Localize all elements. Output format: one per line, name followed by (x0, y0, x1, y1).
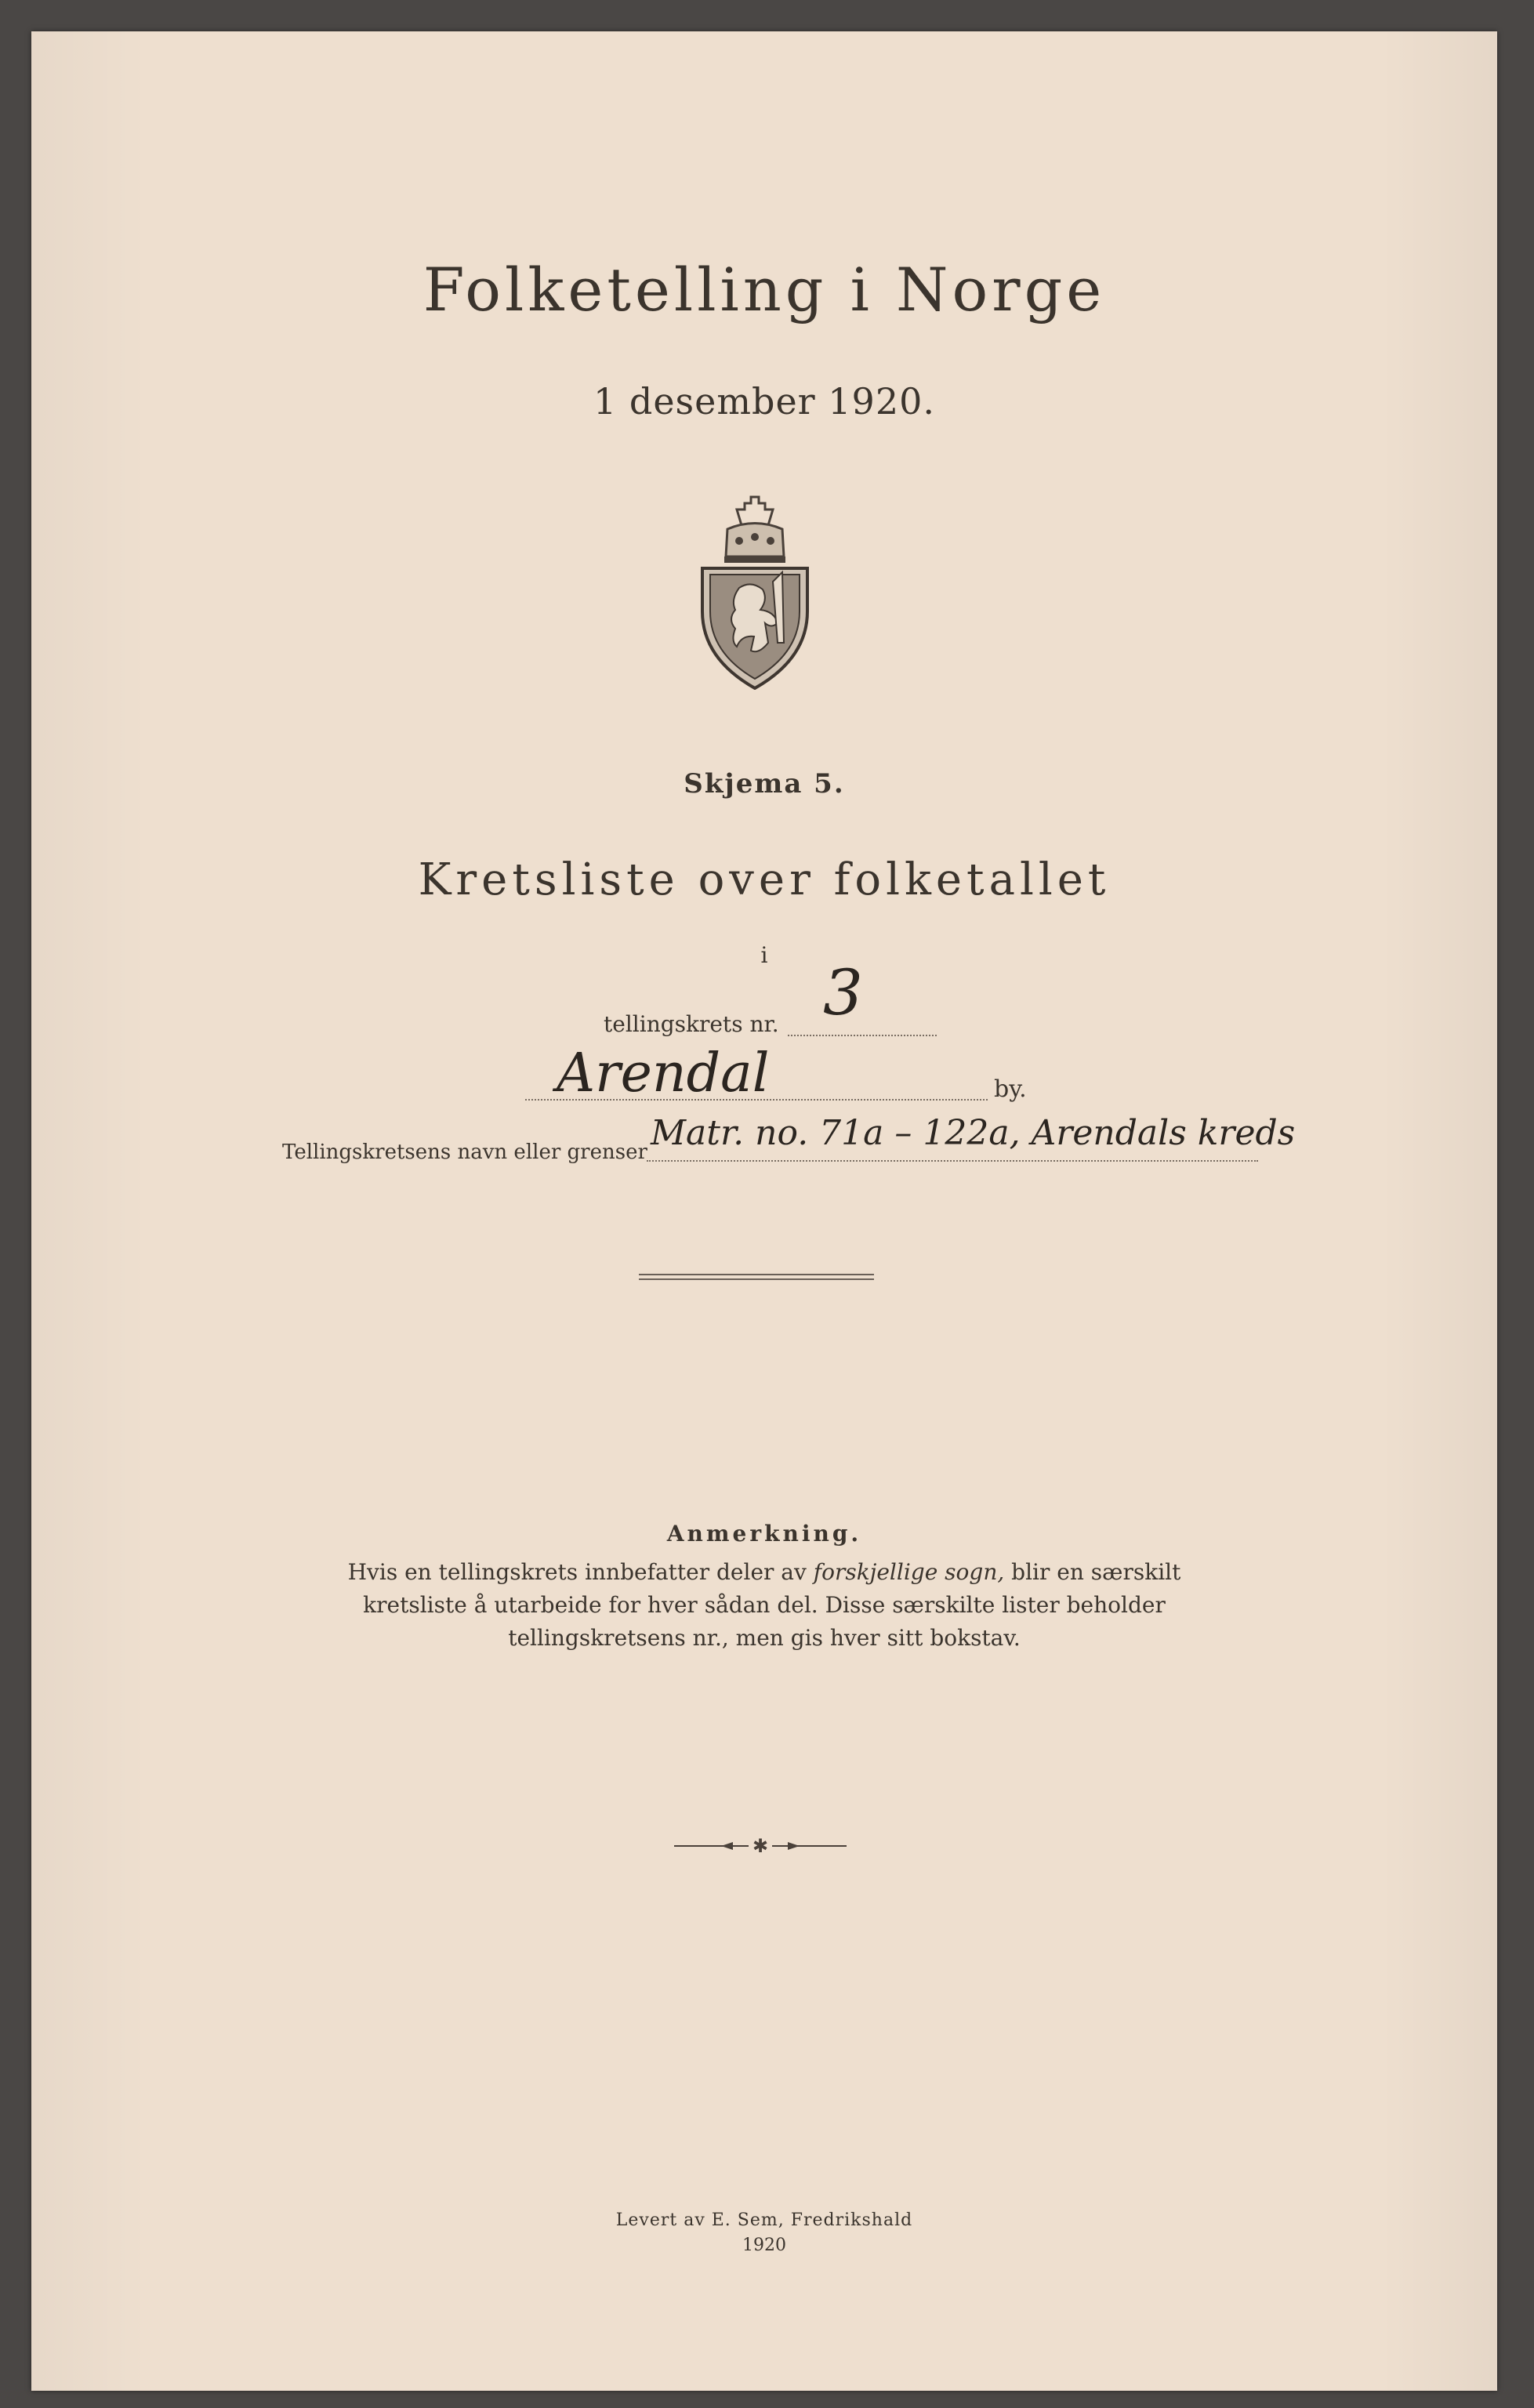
note-heading: Anmerkning. (666, 1521, 862, 1547)
town-name-field[interactable]: Arendal (557, 1043, 770, 1104)
district-number-field[interactable]: 3 (823, 956, 863, 1029)
norwegian-coat-of-arms-icon (696, 494, 814, 690)
borders-field[interactable]: Matr. no. 71a – 122a, Arendals kreds (651, 1113, 1296, 1153)
district-number-label: tellingskrets nr. (604, 1011, 779, 1037)
note-text-emphasis: forskjellige sogn, (813, 1559, 1005, 1585)
schema-number: Skjema 5. (684, 768, 845, 800)
note-text-end: blir en særskilt kretsliste å utarbeide for hver sådan del. Disse særskilte lister beholder tellingskretsens nr., men gis hver sitt bokstav. (363, 1559, 1181, 1651)
svg-text:✱: ✱ (752, 1835, 769, 1857)
note-text (302, 1556, 1227, 1655)
note-text-start: Hvis en tellingskrets innbefatter deler av (347, 1559, 814, 1585)
document-title: Folketelling i Norge (422, 255, 1106, 325)
census-date: 1 desember 1920. (593, 380, 935, 422)
divider-rule (639, 1274, 874, 1280)
district-number-line (788, 1035, 937, 1036)
printer-credit: Levert av E. Sem, Fredrikshald (615, 2210, 913, 2230)
star-ornament-icon (674, 1834, 847, 1858)
form-heading: Kretsliste over folketallet (418, 854, 1111, 905)
printer-year: 1920 (742, 2236, 786, 2255)
town-suffix: by. (994, 1075, 1027, 1103)
in-word: i (760, 942, 768, 968)
borders-label: Tellingskretsens navn eller grenser (282, 1141, 647, 1164)
census-form-page (31, 31, 1497, 2391)
borders-line (647, 1160, 1258, 1162)
